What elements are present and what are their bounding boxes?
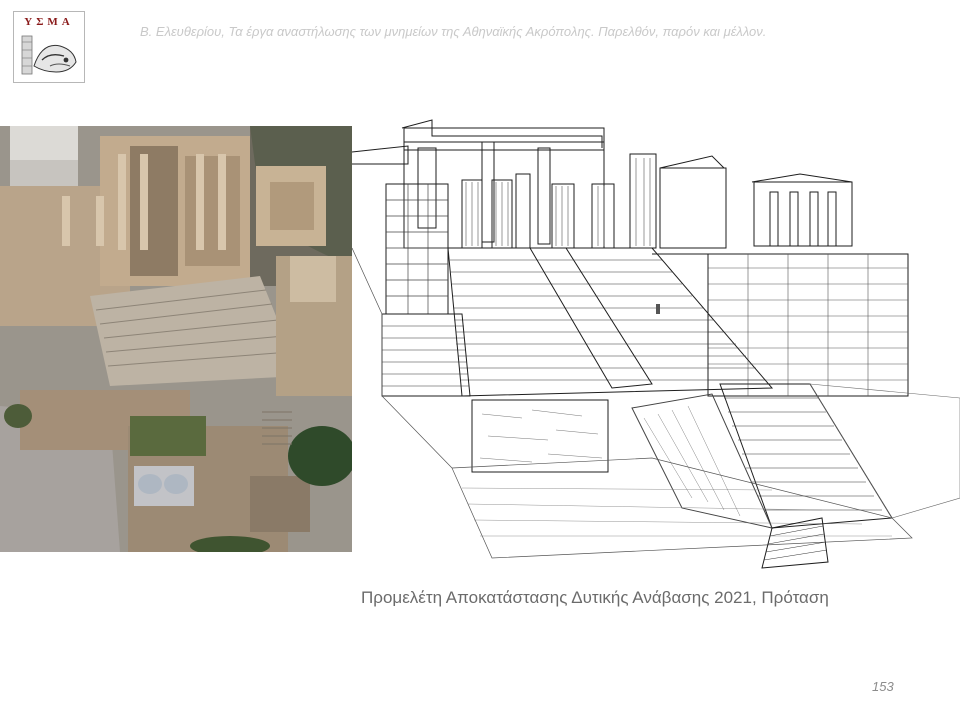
aerial-photo-image: [0, 126, 352, 552]
figure-caption: Προμελέτη Αποκατάστασης Δυτικής Ανάβασης 2021, Πρόταση: [361, 588, 829, 607]
restoration-drawing: [352, 118, 960, 580]
header-caption: Β. Ελευθερίου, Τα έργα αναστήλωσης των μνημείων της Αθηναϊκής Ακρόπολης. Παρελθόν, παρόν και μέλλον.: [140, 24, 767, 39]
restoration-drawing-image: [352, 118, 960, 580]
page-number: 153: [872, 679, 894, 694]
logo-emblem-icon: [20, 32, 80, 78]
logo-text: ΥΣΜΑ: [24, 16, 74, 28]
aerial-photo: [0, 126, 352, 552]
ysma-logo: [13, 11, 85, 83]
